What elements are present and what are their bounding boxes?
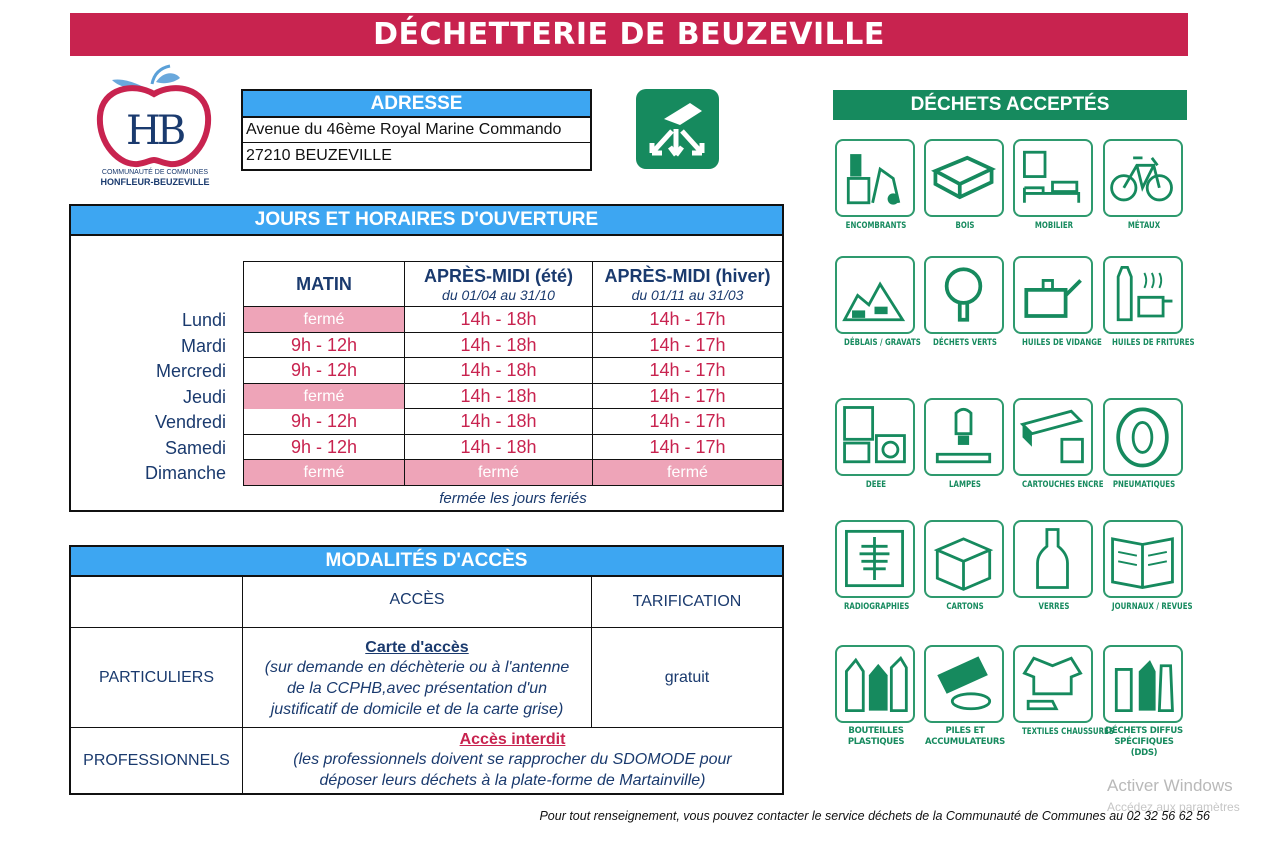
access-forbidden-title: Accès interdit	[459, 730, 566, 748]
waste-label: BOIS	[955, 221, 975, 231]
closed-cell: fermé	[244, 384, 404, 409]
closed-cell: fermé	[244, 307, 404, 332]
hours-header: JOURS ET HORAIRES D'OUVERTURE	[71, 206, 782, 236]
hours-cell: 14h - 18h	[460, 335, 537, 355]
newspaper-icon	[1103, 520, 1183, 598]
waste-label: CARTONS	[946, 602, 984, 612]
tree-icon	[924, 256, 1004, 334]
frying-oil-icon	[1103, 256, 1183, 334]
professionnels-text-1: (les professionnels doivent se rapprocher du SDOMODE pour	[293, 750, 732, 768]
hours-cell: 9h - 12h	[290, 360, 358, 380]
hours-cell: 14h - 17h	[649, 335, 726, 355]
day-label: Mardi	[180, 336, 226, 356]
waste-label: DÉBLAIS / GRAVATS	[844, 338, 921, 348]
column-header-winter: APRÈS-MIDI (hiver) du 01/11 au 31/03	[604, 265, 771, 303]
windows-activation-watermark: Activer Windows	[1107, 776, 1233, 795]
waste-label: HUILES DE VIDANGE	[1022, 338, 1102, 348]
waste-category	[835, 139, 917, 232]
plastic-bottles-icon	[835, 645, 915, 723]
waste-category	[1103, 139, 1185, 232]
waste-category	[1013, 398, 1104, 491]
hours-cell: 14h - 17h	[649, 437, 726, 457]
ink-cartridge-icon	[1013, 398, 1093, 476]
hours-cell: 14h - 18h	[460, 437, 537, 457]
hours-cell: 14h - 18h	[460, 411, 537, 431]
hours-cell: 9h - 12h	[290, 335, 358, 355]
closed-cell: fermé	[244, 460, 404, 485]
waste-label: CARTOUCHES ENCRE	[1022, 480, 1104, 490]
waste-label: RADIOGRAPHIES	[844, 602, 910, 612]
wood-pallet-icon	[924, 139, 1004, 217]
waste-category	[1103, 645, 1185, 759]
particuliers-text-2: de la CCPHB,avec présentation d'un	[286, 679, 548, 697]
access-column-header: ACCÈS	[389, 591, 445, 608]
day-label: Samedi	[164, 438, 226, 458]
closed-cell: fermé	[593, 460, 782, 485]
waste-label: ENCOMBRANTS	[845, 221, 907, 231]
address-box	[241, 89, 592, 171]
ccphb-logo	[94, 64, 216, 192]
hours-cell: 14h - 18h	[460, 309, 537, 329]
column-header-summer: APRÈS-MIDI (été) du 01/04 au 31/10	[423, 265, 573, 303]
xray-icon	[835, 520, 915, 598]
glass-bottle-icon	[1013, 520, 1093, 598]
oil-can-icon	[1013, 256, 1093, 334]
closed-cell: fermé	[405, 460, 592, 485]
waste-label: JOURNAUX / REVUES	[1112, 602, 1193, 612]
lamp-icon	[924, 398, 1004, 476]
holidays-note: fermée les jours feriés	[439, 489, 587, 507]
waste-category	[835, 256, 921, 349]
page-title: DÉCHETTERIE DE BEUZEVILLE	[70, 13, 1188, 56]
hours-cell: 14h - 17h	[649, 360, 726, 380]
opening-hours-table	[69, 204, 784, 512]
day-label: Vendredi	[154, 412, 226, 432]
waste-label: LAMPES	[949, 480, 981, 490]
waste-category	[1103, 520, 1193, 613]
waste-label: VERRES	[1038, 602, 1070, 612]
day-label: Dimanche	[144, 463, 226, 483]
waste-label: MÉTAUX	[1127, 221, 1161, 231]
waste-category	[1013, 139, 1095, 232]
waste-label: BOUTEILLES PLASTIQUES	[847, 726, 905, 747]
tire-icon	[1103, 398, 1183, 476]
waste-category	[1103, 398, 1185, 491]
bulky-waste-icon	[835, 139, 915, 217]
waste-label: PILES ET ACCUMULATEURS	[925, 726, 1005, 747]
particuliers-access-cell	[243, 633, 591, 725]
day-label: Jeudi	[182, 387, 226, 407]
waste-category	[924, 520, 1006, 613]
access-header: MODALITÉS D'ACCÈS	[71, 547, 782, 577]
particuliers-text-1: (sur demande en déchèterie ou à l'antenne	[264, 658, 570, 676]
waste-category	[835, 520, 917, 613]
waste-label: HUILES DE FRITURES	[1112, 338, 1195, 348]
waste-label: TEXTILES CHAUSSURES	[1022, 727, 1114, 737]
waste-category	[835, 645, 917, 748]
batteries-icon	[924, 645, 1004, 723]
hours-cell: 9h - 12h	[290, 411, 358, 431]
particuliers-text-3: justificatif de domicile et de la carte grise)	[270, 700, 564, 718]
rubble-icon	[835, 256, 915, 334]
access-table	[69, 545, 784, 795]
address-line1: Avenue du 46ème Royal Marine Commando	[243, 118, 590, 143]
waste-category	[924, 398, 1006, 491]
waste-category	[1013, 645, 1114, 738]
hours-cell: 14h - 17h	[649, 411, 726, 431]
waste-category	[924, 645, 1006, 748]
windows-activation-subtext: Accédez aux paramètres	[1107, 800, 1240, 814]
hours-cell: 9h - 12h	[290, 437, 358, 457]
address-header: ADRESSE	[243, 91, 590, 118]
column-header-morning: MATIN	[296, 273, 352, 294]
day-label: Mercredi	[155, 361, 226, 381]
waste-category	[1013, 520, 1095, 613]
waste-category	[924, 139, 1006, 232]
address-line2: 27210 BEUZEVILLE	[246, 146, 392, 164]
cardboard-box-icon	[924, 520, 1004, 598]
hours-cell: 14h - 18h	[460, 360, 537, 380]
hours-cell: 14h - 17h	[649, 386, 726, 406]
hazardous-products-icon	[1103, 645, 1183, 723]
appliances-icon	[835, 398, 915, 476]
accepted-waste-header: DÉCHETS ACCEPTÉS	[833, 90, 1187, 120]
logo-caption-line2: HONFLEUR-BEUZEVILLE	[100, 177, 210, 187]
waste-label: DEEE	[865, 480, 887, 490]
pricing-column-header: TARIFICATION	[632, 593, 742, 610]
waste-category	[835, 398, 917, 491]
day-label: Lundi	[181, 310, 226, 330]
waste-label: PNEUMATIQUES	[1112, 480, 1176, 490]
waste-label: DÉCHETS VERTS	[933, 338, 997, 348]
furniture-icon	[1013, 139, 1093, 217]
waste-label: DÉCHETS DIFFUS SPÉCIFIQUES (DDS)	[1105, 726, 1183, 758]
contact-footer: Pour tout renseignement, vous pouvez contacter le service déchets de la Communauté de Communes au 02 32 56 62 56	[539, 809, 1210, 823]
waste-category	[1013, 256, 1102, 349]
hours-cell: 14h - 18h	[460, 386, 537, 406]
waste-label: MOBILIER	[1034, 221, 1074, 231]
hours-cell: 14h - 17h	[649, 309, 726, 329]
professionnels-access-cell	[243, 728, 782, 793]
bicycle-icon	[1103, 139, 1183, 217]
professionnels-label: PROFESSIONNELS	[83, 751, 230, 769]
logo-monogram: HB	[126, 108, 183, 154]
particuliers-price: gratuit	[664, 668, 710, 686]
logo-caption-line1: COMMUNAUTÉ DE COMMUNES	[101, 169, 209, 176]
waste-category	[1103, 256, 1195, 349]
particuliers-label: PARTICULIERS	[99, 668, 214, 686]
waste-category	[924, 256, 1006, 349]
drop-off-icon	[636, 89, 719, 169]
textiles-icon	[1013, 645, 1093, 723]
access-card-title: Carte d'accès	[365, 638, 469, 656]
professionnels-text-2: déposer leurs déchets à la plate-forme de Martainville)	[319, 771, 706, 789]
